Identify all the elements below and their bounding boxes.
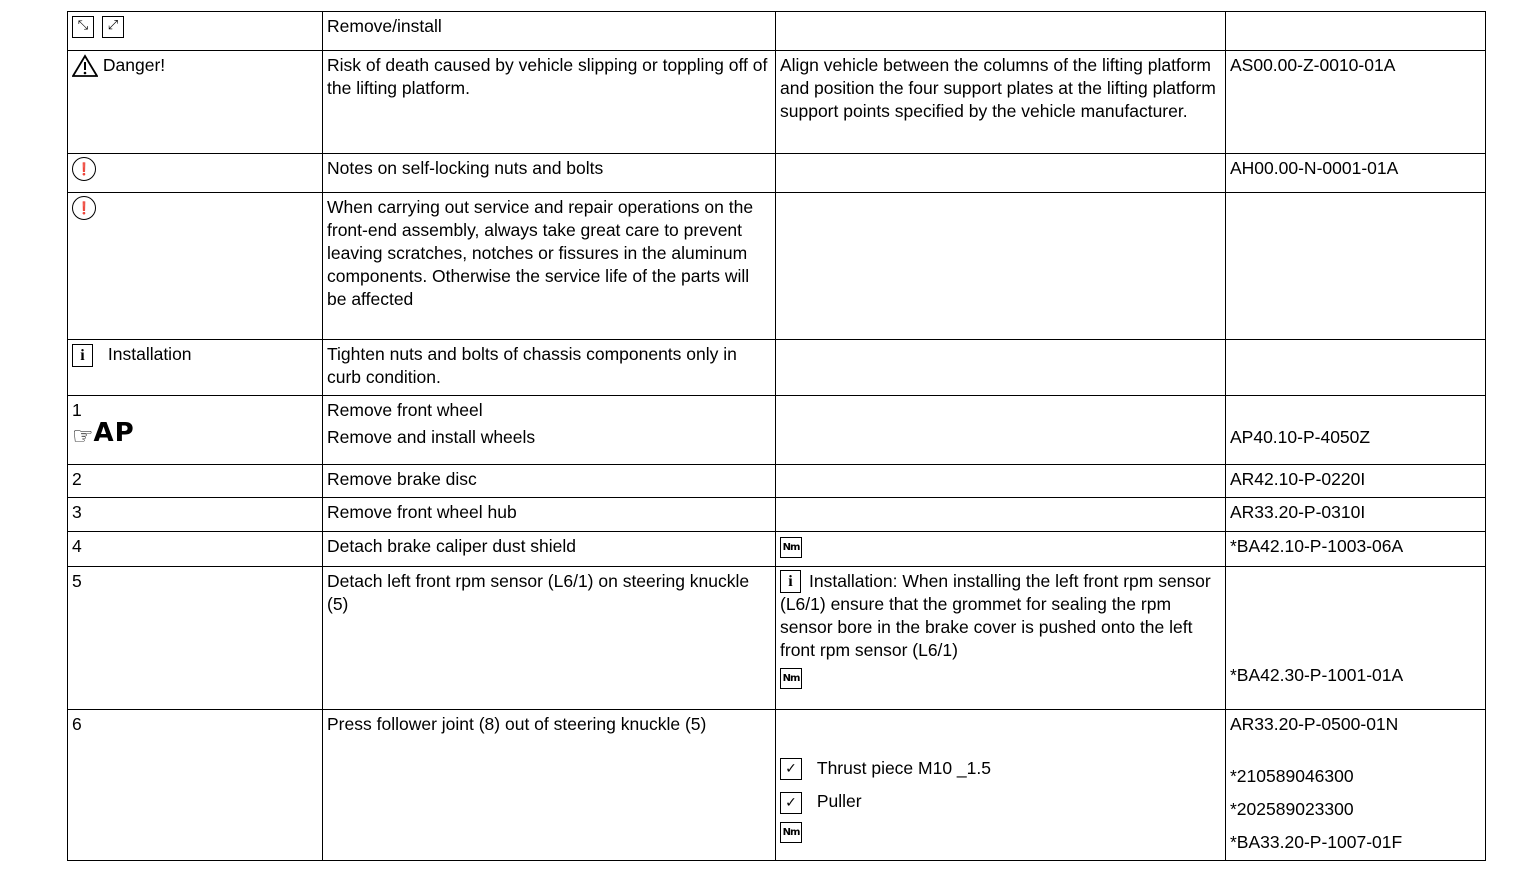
doc-reference-link[interactable]: *BA33.20-P-1007-01F xyxy=(1230,832,1403,852)
step-text: When carrying out service and repair operations on the front-end assembly, always take great care to prevent leaving scratches, notches or fissures in the aluminum components. Otherwise the service life of the parts will be affected xyxy=(327,197,754,309)
table-row xyxy=(68,710,1486,861)
pointing-hand-icon: ☞ xyxy=(72,422,94,450)
danger-label: Danger! xyxy=(102,55,166,75)
doc-reference-link[interactable]: *BA42.10-P-1003-06A xyxy=(1230,536,1404,556)
step-number: 2 xyxy=(72,469,82,489)
torque-icon: Nm xyxy=(780,668,802,689)
warning-icon xyxy=(72,54,98,78)
doc-reference-link[interactable]: AR42.10-P-0220I xyxy=(1230,469,1366,489)
table-row xyxy=(68,51,1486,154)
step-text: Detach left front rpm sensor (L6/1) on steering knuckle (5) xyxy=(327,571,750,614)
remove-install-icons xyxy=(68,12,323,51)
step-note: Align vehicle between the columns of the lifting platform and position the four support plates at the lifting platform support points specified by the vehicle manufacturer. xyxy=(780,55,1216,121)
step-number: 5 xyxy=(72,571,82,591)
doc-reference-link[interactable]: AR33.20-P-0500-01N xyxy=(1230,714,1399,734)
step-subtext: Remove and install wheels xyxy=(327,427,536,447)
special-tool-icon: ✓ xyxy=(780,792,802,814)
step-number: 6 xyxy=(72,714,82,734)
installation-label: Installation xyxy=(107,344,192,364)
table-row xyxy=(68,193,1486,340)
table-row xyxy=(68,532,1486,567)
step-number: 4 xyxy=(72,536,82,556)
step-number: 1 xyxy=(72,400,82,420)
table-row xyxy=(68,567,1486,710)
tool-number: *202589023300 xyxy=(1230,799,1354,819)
table-row xyxy=(68,340,1486,396)
table-row xyxy=(68,12,1486,51)
step-text: Remove front wheel hub xyxy=(327,502,517,522)
ap-label: AP xyxy=(93,418,135,448)
expand-icon: ⤡ xyxy=(72,16,94,38)
procedure-table xyxy=(67,11,1486,861)
step-text: Notes on self-locking nuts and bolts xyxy=(327,158,604,178)
table-row xyxy=(68,396,1486,465)
table-row xyxy=(68,465,1486,498)
step-text: Press follower joint (8) out of steering knuckle (5) xyxy=(327,714,707,734)
step-text: Tighten nuts and bolts of chassis components only in curb condition. xyxy=(327,344,737,387)
step-text: Detach brake caliper dust shield xyxy=(327,536,577,556)
doc-reference-link[interactable]: *BA42.30-P-1001-01A xyxy=(1230,665,1404,685)
step-number: 3 xyxy=(72,502,82,522)
info-icon: i xyxy=(780,570,801,593)
torque-icon: Nm xyxy=(780,537,802,558)
doc-reference-link[interactable]: AH00.00-N-0001-01A xyxy=(1230,158,1399,178)
torque-icon: Nm xyxy=(780,822,802,843)
table-row xyxy=(68,154,1486,193)
doc-reference-link[interactable]: AS00.00-Z-0010-01A xyxy=(1230,55,1396,75)
step-text: Remove/install xyxy=(327,16,442,36)
tool-name: Puller xyxy=(816,791,862,812)
step-text: Risk of death caused by vehicle slipping or toppling off of the lifting platform. xyxy=(327,55,768,98)
collapse-icon: ⤢ xyxy=(102,16,124,38)
step-text: Remove front wheel xyxy=(327,400,483,420)
tool-name: Thrust piece M10 _1.5 xyxy=(816,758,991,778)
info-icon: i xyxy=(72,344,93,367)
step-note: Installation: When installing the left front rpm sensor (L6/1) ensure that the grommet for sealing the rpm sensor bore in the brake cover is pushed onto the left front rpm sensor (L6/1) xyxy=(780,571,1211,660)
note-icon: ❗ xyxy=(72,157,96,181)
doc-reference-link[interactable]: AR33.20-P-0310I xyxy=(1230,502,1366,522)
note-icon: ❗ xyxy=(72,196,96,220)
step-text: Remove brake disc xyxy=(327,469,477,489)
special-tool-icon: ✓ xyxy=(780,758,802,780)
tool-number: *210589046300 xyxy=(1230,766,1354,786)
doc-reference-link[interactable]: AP40.10-P-4050Z xyxy=(1230,427,1371,447)
table-row xyxy=(68,498,1486,532)
